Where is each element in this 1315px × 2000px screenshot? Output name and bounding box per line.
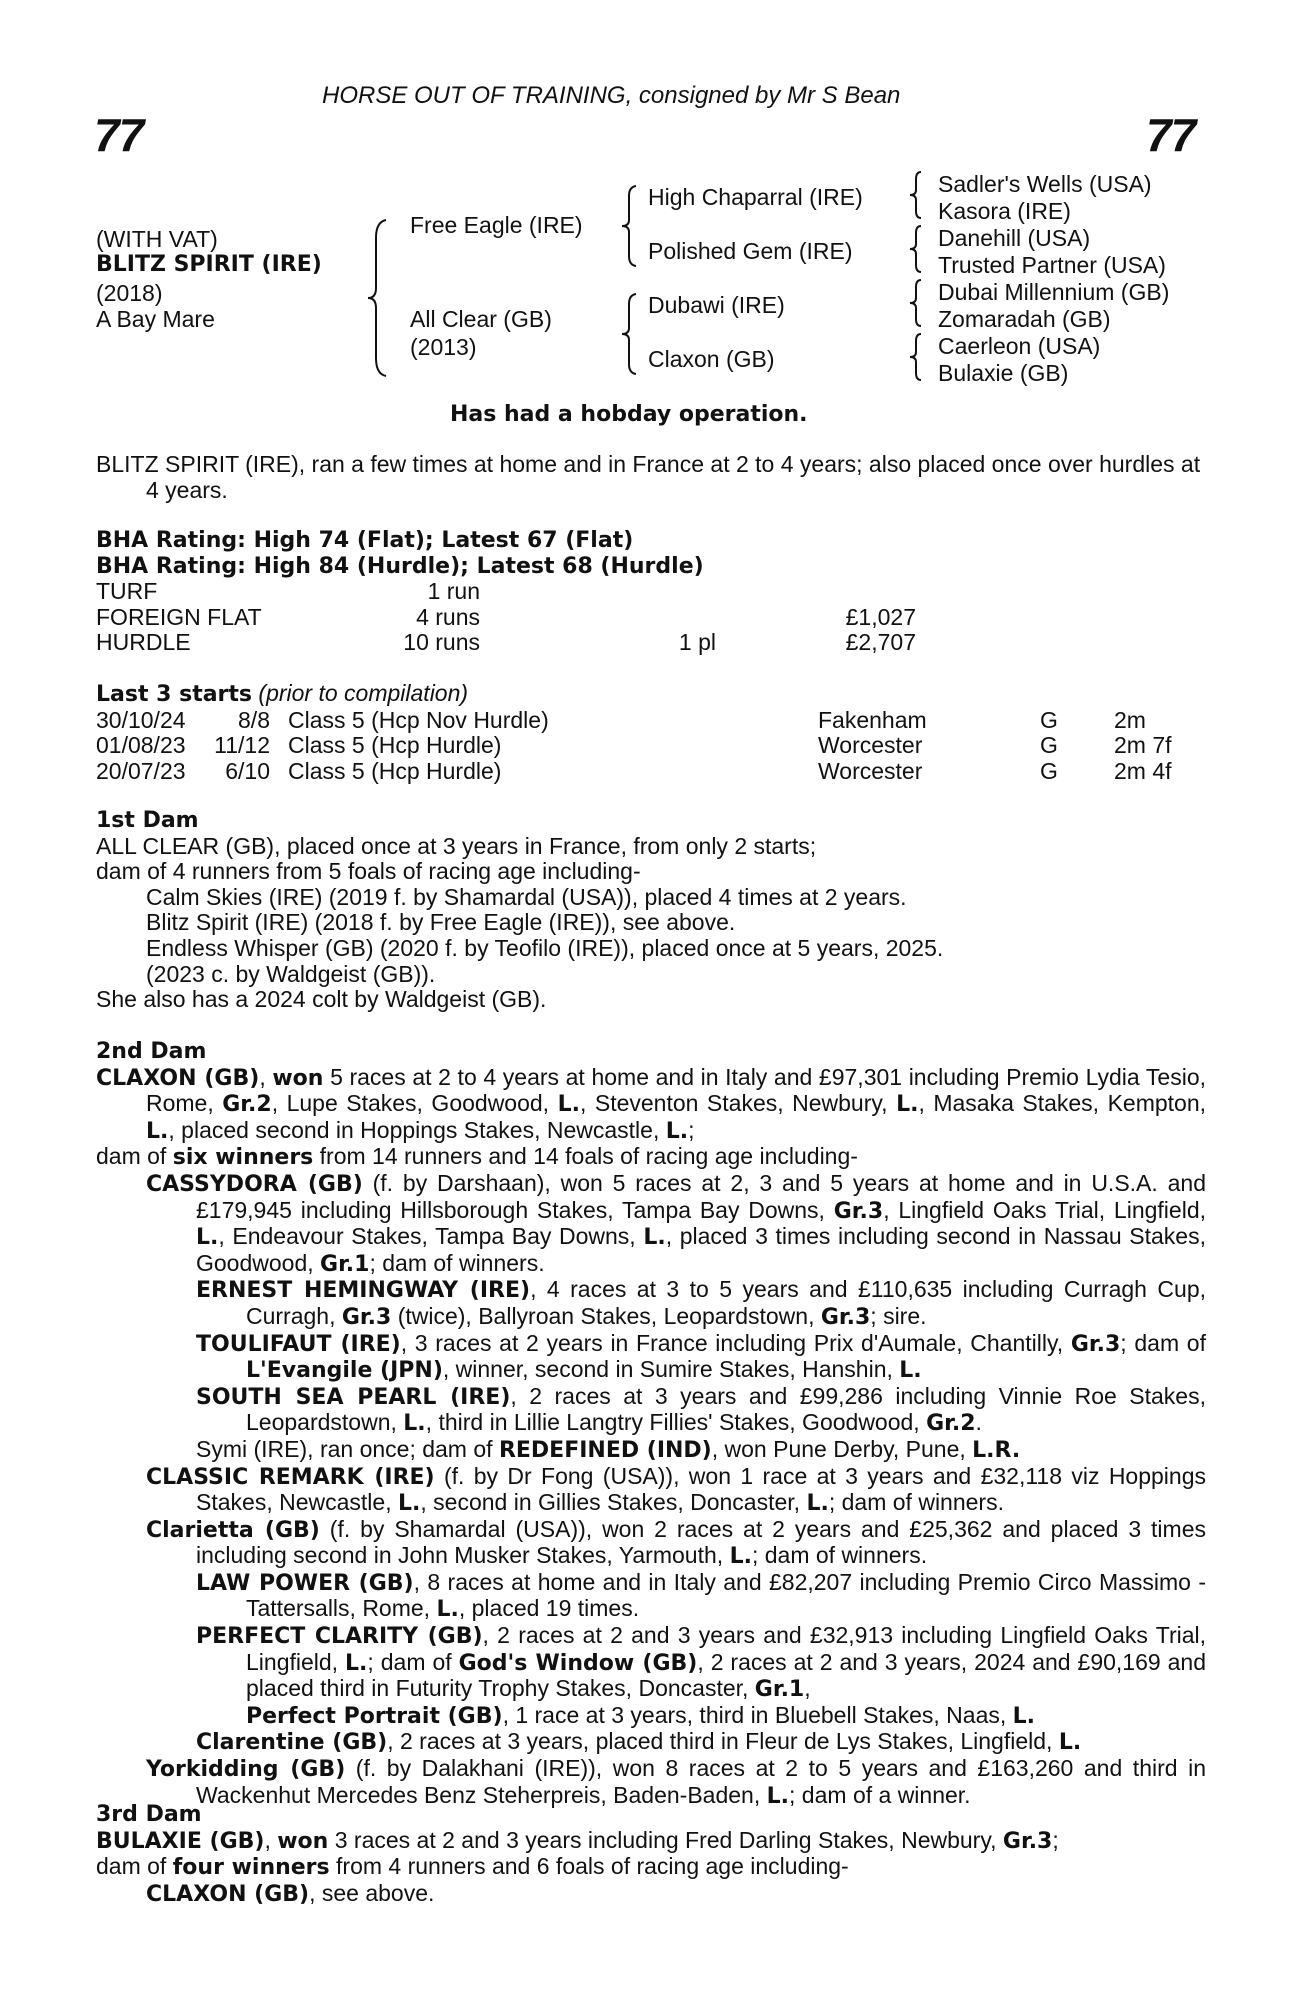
grade-label: Gr.3 [833,1198,884,1224]
pedigree-dam-year: (2013) [410,334,477,360]
pedigree-ggp-4: Trusted Partner (USA) [938,252,1166,278]
pedigree-brace-dam [620,292,640,376]
produce-item: Endless Whisper (GB) (2020 f. by Teofilo (IRE)), placed once at 5 years, 2025. [146,934,944,961]
record-runs: 1 run [427,578,480,605]
pedigree-ggp-3: Danehill (USA) [938,225,1091,251]
bulaxie-entry: BULAXIE (GB), won 3 races at 2 and 3 years including Fred Darling Stakes, Newbury, Gr.3; [96,1826,1059,1854]
produce-item: (2023 c. by Waldgeist (GB)). [146,960,436,987]
horse-name: LAW POWER (GB) [196,1570,414,1596]
pedigree-ggp-6: Zomaradah (GB) [938,306,1111,332]
bulaxie-dam-of: dam of four winners from 4 runners and 6 foals of racing age including- [96,1853,849,1881]
claxon-reference: CLAXON (GB), see above. [146,1879,435,1907]
record-row [96,630,1206,656]
lot-number-left: 77 [94,109,144,161]
grade-label: Gr.3 [341,1304,392,1330]
grade-label: L. [345,1650,368,1676]
horse-name: God's Window (GB) [458,1650,698,1676]
start-race: Class 5 (Hcp Hurdle) [288,732,502,759]
horse-name: CLAXON (GB) [146,1881,310,1907]
pedigree-ggp-7: Caerleon (USA) [938,333,1101,359]
cassydora-entry: CASSYDORA (GB) (f. by Darshaan), won 5 races at 2, 3 and 5 years at home and in U.S.A. and £179,945 including Hillsborough Stakes, Tampa Bay Downs, Gr.3, Lingfield Oaks Trial, Lingfield, L., Endeavour Stakes, Tampa Bay Downs, L., placed 3 times including second in Nassau Stakes, Goodwood, Gr.1; dam of winners. [146,1169,1207,1277]
start-date: 01/08/23 [96,732,186,759]
horse-name: ERNEST HEMINGWAY (IRE) [196,1278,531,1304]
start-going: G [1040,706,1058,733]
pedigree-sire-sire: High Chaparral (IRE) [648,184,863,210]
perfect-portrait-entry: Perfect Portrait (GB), 1 race at 3 years, third in Bluebell Stakes, Naas, L. [246,1701,1036,1729]
horse-name: BLITZ SPIRIT (IRE) [96,252,322,277]
grade-label: Gr.3 [820,1304,871,1330]
grade-label: L. [729,1544,752,1570]
start-row [96,759,1206,785]
first-dam-dam-of: dam of 4 runners from 5 foals of racing age including- [96,858,641,885]
start-distance: 2m 4f [1114,757,1172,784]
horse-name: REDEFINED (IND) [498,1437,712,1463]
pedigree-brace-ggp-4 [908,332,924,382]
grade-label: Gr.3 [1070,1331,1121,1357]
first-dam-also: She also has a 2024 colt by Waldgeist (GB). [96,986,547,1013]
pedigree-brace-ggp-3 [908,278,924,328]
last-starts-subtitle: (prior to compilation) [258,680,469,706]
ernest-entry: ERNEST HEMINGWAY (IRE), 4 races at 3 to 5 years and £110,635 including Curragh Cup, Curragh, Gr.3 (twice), Ballyroan Stakes, Leopardstown, Gr.3; sire. [196,1276,1206,1330]
horse-name: CLAXON (GB) [96,1065,260,1091]
claxon-entry: CLAXON (GB), won 5 races at 2 to 4 years at home and in Italy and £97,301 including Premio Lydia Tesio, Rome, Gr.2, Lupe Stakes, Goodwood, L., Steventon Stakes, Newbury, L., Masaka Stakes, Kempton, L., placed second in Hoppings Stakes, Newcastle, L.; [96,1063,1207,1144]
vat-label: (WITH VAT) [96,226,218,252]
clarentine-entry: Clarentine (GB), 2 races at 3 years, placed third in Fleur de Lys Stakes, Lingfield, L. [196,1728,1082,1756]
first-dam-intro: ALL CLEAR (GB), placed once at 3 years in France, from only 2 starts; [96,832,817,859]
last-starts [96,681,1206,784]
grade-label: Gr.2 [926,1411,976,1437]
horse-name: Clarentine (GB) [196,1730,388,1756]
record-runs: 4 runs [416,603,480,630]
first-dam-section [96,808,1206,1013]
start-going: G [1040,757,1058,784]
grade-label: L. [643,1225,666,1251]
horse-name: BULAXIE (GB) [96,1828,265,1854]
record-earnings: £2,707 [845,629,916,656]
yorkidding-entry: Yorkidding (GB) (f. by Dalakhani (IRE)), won 8 races at 2 to 5 years and £163,260 and third in Wackenhut Mercedes Benz Steherpreis, Baden-Baden, L.; dam of a winner. [146,1755,1206,1809]
lot-number-right: 77 [1146,109,1196,161]
record-runs: 10 runs [403,629,480,656]
toulifaut-entry: TOULIFAUT (IRE), 3 races at 2 years in France including Prix d'Aumale, Chantilly, Gr.3; dam of L'Evangile (JPN), winner, second in Sumire Stakes, Hanshin, L. [196,1329,1206,1384]
horse-year: (2018) [96,280,163,306]
horse-name: Perfect Portrait (GB) [246,1703,503,1729]
second-dam-heading: 2nd Dam [96,1039,207,1064]
summary-text: BLITZ SPIRIT (IRE), ran a few times at home and in France at 2 to 4 years; also placed once over hurdles at 4 years. [96,451,1201,503]
start-course: Worcester [818,757,923,784]
pedigree-ggp-8: Bulaxie (GB) [938,360,1069,386]
classic-remark-entry: CLASSIC REMARK (IRE) (f. by Dr Fong (USA)), won 1 race at 3 years and £32,118 viz Hoppings Stakes, Newcastle, L., second in Gillies Stakes, Doncaster, L.; dam of winners. [146,1462,1206,1517]
horse-name: Clarietta (GB) [146,1517,320,1543]
pedigree-ggp-5: Dubai Millennium (GB) [938,279,1170,305]
rating-hurdle: BHA Rating: High 84 (Hurdle); Latest 68 (Hurdle) [96,553,704,579]
grade-label: L. [557,1092,580,1118]
first-dam-heading: 1st Dam [96,808,199,833]
start-distance: 2m [1114,706,1146,733]
horse-summary [96,452,1206,503]
produce-item: Calm Skies (IRE) (2019 f. by Shamardal (USA)), placed 4 times at 2 years. [146,883,907,910]
pedigree-brace-sire [620,184,640,268]
horse-name: TOULIFAUT (IRE) [196,1331,401,1357]
record-type: TURF [96,578,158,605]
perfect-clarity-entry: PERFECT CLARITY (GB), 2 races at 2 and 3 years and £32,913 including Lingfield Oaks Trial, Lingfield, L.; dam of God's Window (GB), 2 races at 2 and 3 years, 2024 and £90,169 and placed third in Futurity Trophy Stakes, Doncaster, Gr.1, [196,1622,1206,1703]
horse-name: CLASSIC REMARK (IRE) [146,1464,435,1490]
pedigree-sire-dam: Polished Gem (IRE) [648,238,853,264]
start-distance: 2m 7f [1114,732,1172,759]
grade-label: L. [196,1225,219,1251]
pedigree-brace-ggp-1 [908,170,924,220]
grade-label: L. [1058,1730,1082,1756]
horse-name: SOUTH SEA PEARL (IRE) [196,1384,511,1410]
clarietta-entry: Clarietta (GB) (f. by Shamardal (USA)), won 2 races at 2 years and £25,362 and placed 3 times including second in John Musker Stakes, Yarmouth, L.; dam of winners. [146,1515,1206,1570]
grade-label: L. [766,1783,790,1809]
start-race: Class 5 (Hcp Hurdle) [288,757,502,784]
record-row [96,579,1206,605]
grade-label: L.R. [972,1437,1021,1463]
claxon-dam-of: dam of six winners from 14 runners and 14 foals of racing age including- [96,1143,858,1171]
grade-label: Gr.3 [1002,1828,1053,1854]
grade-label: L. [436,1597,459,1623]
grade-label: L. [899,1358,922,1384]
pedigree-dam-sire: Dubawi (IRE) [648,292,785,318]
grade-label: L. [806,1491,829,1517]
pedigree-brace-ggp-2 [908,224,924,274]
won-label: won [272,1065,324,1091]
pedigree-dam-dam: Claxon (GB) [648,346,775,372]
page-header: HORSE OUT OF TRAINING, consigned by Mr S Bean [322,82,901,109]
record-earnings: £1,027 [845,603,916,630]
start-course: Fakenham [818,706,927,733]
start-position: 6/10 [225,757,270,784]
record-row [96,605,1206,631]
rating-flat: BHA Rating: High 74 (Flat); Latest 67 (Flat) [96,528,634,553]
horse-name: PERFECT CLARITY (GB) [196,1624,483,1650]
grade-label: Gr.1 [320,1251,370,1277]
pedigree-brace-main [366,218,390,378]
won-label: won [277,1828,329,1854]
pedigree-dam: All Clear (GB) [410,306,552,332]
start-row [96,708,1206,734]
horse-name: L'Evangile (JPN) [246,1358,443,1384]
south-sea-pearl-entry: SOUTH SEA PEARL (IRE), 2 races at 3 years and £99,286 including Vinnie Roe Stakes, Leopardstown, L., third in Lillie Langtry Fillies' Stakes, Goodwood, Gr.2. [196,1382,1206,1437]
grade-label: L. [146,1118,169,1144]
grade-label: Gr.1 [754,1677,805,1703]
start-race: Class 5 (Hcp Nov Hurdle) [288,706,549,733]
third-dam-heading: 3rd Dam [96,1802,202,1827]
second-dam-section [96,1039,1206,1809]
horse-name: Yorkidding (GB) [146,1757,346,1783]
last-starts-title: Last 3 starts [96,682,253,707]
winners-count: six winners [172,1145,314,1171]
law-power-entry: LAW POWER (GB), 8 races at home and in Italy and £82,207 including Premio Circo Massimo - Tattersalls, Rome, L., placed 19 times. [196,1568,1206,1623]
record-type: FOREIGN FLAT [96,603,262,630]
start-date: 20/07/23 [96,757,186,784]
start-row [96,733,1206,759]
record-type: HURDLE [96,629,191,656]
horse-name: CASSYDORA (GB) [146,1171,363,1197]
pedigree-sire: Free Eagle (IRE) [410,212,583,238]
grade-label: L. [403,1411,426,1437]
start-course: Worcester [818,732,923,759]
start-going: G [1040,732,1058,759]
grade-label: L. [1012,1703,1036,1729]
grade-label: L. [397,1491,421,1517]
record-placed: 1 pl [678,629,716,656]
pedigree-ggp-1: Sadler's Wells (USA) [938,171,1152,197]
pedigree-ggp-2: Kasora (IRE) [938,198,1071,224]
produce-item: Blitz Spirit (IRE) (2018 f. by Free Eagle (IRE)), see above. [146,909,736,936]
horse-description: A Bay Mare [96,306,215,332]
symi-entry: Symi (IRE), ran once; dam of REDEFINED (IND), won Pune Derby, Pune, L.R. [196,1435,1021,1463]
start-position: 8/8 [238,706,270,733]
grade-label: L. [665,1118,689,1144]
start-position: 11/12 [214,732,270,759]
winners-count: four winners [172,1855,330,1881]
start-date: 30/10/24 [96,706,186,733]
grade-label: Gr.2 [222,1092,272,1118]
third-dam-section [96,1802,1206,1907]
hobday-note: Has had a hobday operation. [450,402,808,427]
grade-label: L. [896,1092,919,1118]
ratings-block [96,528,1206,656]
